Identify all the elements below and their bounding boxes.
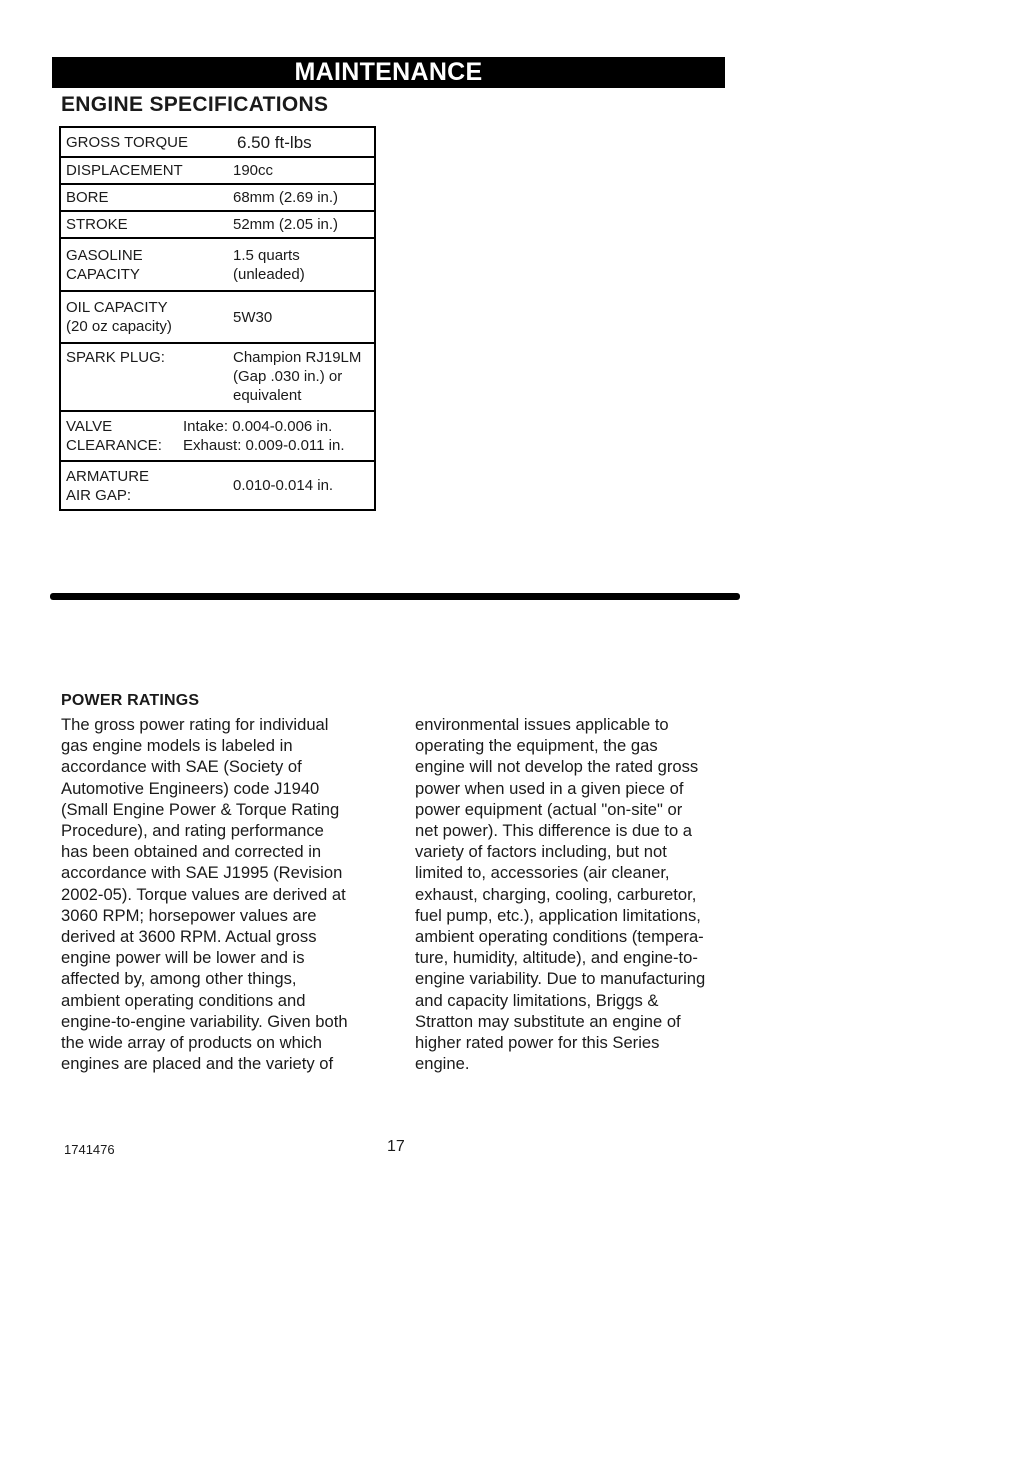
spec-label-line: CAPACITY bbox=[66, 265, 140, 283]
text-line: limited to, accessories (air cleaner, bbox=[415, 863, 670, 883]
spec-label: STROKE bbox=[66, 216, 128, 233]
text-line: derived at 3600 RPM. Actual gross bbox=[61, 927, 317, 947]
text-line: operating the equipment, the gas bbox=[415, 736, 658, 756]
spec-value-line: equivalent bbox=[233, 387, 302, 404]
spec-value bbox=[229, 348, 374, 410]
text-line: Procedure), and rating performance bbox=[61, 821, 324, 841]
text-line: engine. bbox=[415, 1054, 470, 1074]
text-line: ambient operating conditions (tempera- bbox=[415, 927, 704, 947]
section-banner: MAINTENANCE bbox=[52, 57, 725, 88]
spec-value: 52mm (2.05 in.) bbox=[233, 216, 339, 233]
spec-row-stroke bbox=[61, 212, 374, 239]
spec-row-oil bbox=[61, 292, 374, 344]
spec-value-line: Exhaust: 0.009-0.011 in. bbox=[183, 437, 345, 454]
document-number: 1741476 bbox=[64, 1142, 115, 1157]
text-line: accordance with SAE (Society of bbox=[61, 757, 302, 777]
text-line: The gross power rating for individual bbox=[61, 715, 329, 734]
spec-label-line: GASOLINE bbox=[66, 246, 143, 264]
text-line: variety of factors including, but not bbox=[415, 842, 667, 862]
page-title: ENGINE SPECIFICATIONS bbox=[61, 93, 329, 116]
spec-value-line: (Gap .030 in.) or bbox=[233, 368, 343, 385]
text-line: power when used in a given piece of bbox=[415, 778, 684, 798]
power-ratings-title: POWER RATINGS bbox=[61, 692, 200, 709]
spec-label bbox=[61, 417, 181, 455]
spec-label-line: (20 oz capacity) bbox=[66, 318, 172, 335]
spec-row-valve-clearance bbox=[61, 412, 374, 462]
power-ratings-right-column bbox=[415, 714, 705, 1074]
spec-value: 5W30 bbox=[233, 308, 273, 326]
text-line: affected by, among other things, bbox=[61, 969, 297, 989]
spec-value-line: Intake: 0.004-0.006 in. bbox=[183, 418, 333, 435]
text-line: gas engine models is labeled in bbox=[61, 736, 293, 756]
text-line: exhaust, charging, cooling, carburetor, bbox=[415, 884, 697, 904]
text-line: fuel pump, etc.), application limitations, bbox=[415, 905, 701, 925]
text-line: Stratton may substitute an engine of bbox=[415, 1011, 681, 1031]
text-line: and capacity limitations, Briggs & bbox=[415, 990, 659, 1010]
spec-label-line: OIL CAPACITY bbox=[66, 299, 168, 316]
spec-label: DISPLACEMENT bbox=[66, 162, 183, 179]
spec-label: GROSS TORQUE bbox=[66, 133, 188, 151]
spec-value: 68mm (2.69 in.) bbox=[233, 189, 339, 206]
text-line: ambient operating conditions and bbox=[61, 990, 306, 1010]
text-line: engine variability. Due to manufacturing bbox=[415, 969, 706, 989]
text-line: the wide array of products on which bbox=[61, 1033, 323, 1053]
spec-row-spark-plug bbox=[61, 344, 374, 412]
spec-value: 0.010-0.014 in. bbox=[233, 477, 334, 494]
text-line: engine will not develop the rated gross bbox=[415, 757, 699, 777]
spec-label bbox=[61, 298, 229, 336]
text-line: has been obtained and corrected in bbox=[61, 842, 322, 862]
text-line: 3060 RPM; horsepower values are bbox=[61, 905, 317, 925]
spec-value-line: 1.5 quarts bbox=[233, 246, 300, 264]
spec-label: SPARK PLUG: bbox=[66, 349, 165, 366]
spec-value bbox=[229, 246, 374, 284]
text-line: engines are placed and the variety of bbox=[61, 1054, 334, 1074]
text-line: ture, humidity, altitude), and engine-to- bbox=[415, 948, 698, 968]
engine-spec-table bbox=[59, 126, 376, 511]
spec-label-line: ARMATURE bbox=[66, 467, 150, 485]
spec-row-torque bbox=[61, 128, 374, 158]
spec-value-line: (unleaded) bbox=[233, 265, 305, 283]
spec-value: 190cc bbox=[233, 162, 274, 179]
spec-label bbox=[61, 246, 229, 284]
spec-row-gasoline bbox=[61, 239, 374, 292]
spec-row-armature bbox=[61, 462, 374, 509]
text-line: engine-to-engine variability. Given both bbox=[61, 1011, 348, 1031]
text-line: power equipment (actual "on-site" or bbox=[415, 799, 683, 819]
spec-label bbox=[61, 467, 229, 505]
text-line: engine power will be lower and is bbox=[61, 948, 305, 968]
spec-label-line: CLEARANCE: bbox=[66, 437, 162, 454]
text-line: 2002-05). Torque values are derived at bbox=[61, 884, 346, 904]
spec-value-line: Champion RJ19LM bbox=[233, 349, 362, 366]
spec-row-bore bbox=[61, 185, 374, 212]
text-line: environmental issues applicable to bbox=[415, 715, 669, 734]
spec-label: BORE bbox=[66, 189, 109, 206]
spec-value bbox=[181, 417, 374, 455]
text-line: (Small Engine Power & Torque Rating bbox=[61, 799, 340, 819]
spec-label-line: VALVE bbox=[66, 418, 113, 435]
power-ratings-left-column bbox=[61, 714, 348, 1074]
spec-row-displacement bbox=[61, 158, 374, 185]
text-line: net power). This difference is due to a bbox=[415, 821, 693, 841]
spec-label-line: AIR GAP: bbox=[66, 486, 132, 504]
text-line: accordance with SAE J1995 (Revision bbox=[61, 863, 343, 883]
page-number: 17 bbox=[387, 1138, 405, 1155]
text-line: higher rated power for this Series bbox=[415, 1033, 660, 1053]
spec-value: 6.50 ft-lbs bbox=[237, 132, 312, 152]
text-line: Automotive Engineers) code J1940 bbox=[61, 778, 320, 798]
section-divider bbox=[50, 593, 740, 600]
